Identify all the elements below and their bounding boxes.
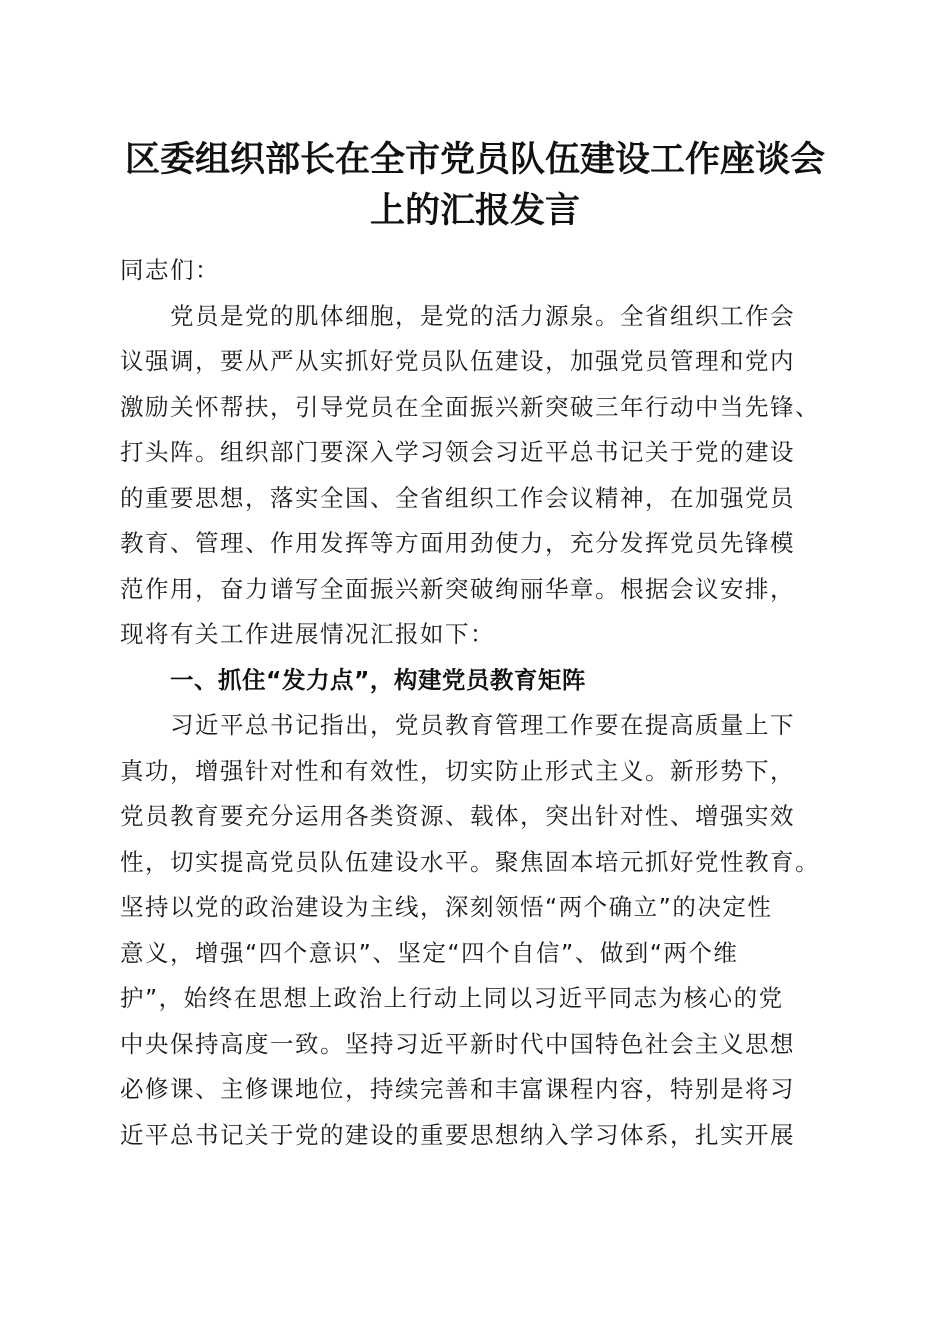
paragraph-line: 性，切实提高党员队伍建设水平。聚焦固本培元抓好党性教育。 (120, 847, 820, 876)
paragraph-line: 范作用，奋力谱写全面振兴新突破绚丽华章。根据会议安排， (120, 574, 795, 603)
paragraph-line: 激励关怀帮扶，引导党员在全面振兴新突破三年行动中当先锋、 (120, 392, 820, 421)
paragraph-line: 党员是党的肌体细胞，是党的活力源泉。全省组织工作会 (170, 301, 795, 330)
paragraph-line: 护”，始终在思想上政治上行动上同以习近平同志为核心的党 (120, 984, 784, 1012)
paragraph-line: 教育、管理、作用发挥等方面用劲使力，充分发挥党员先锋模 (120, 529, 795, 557)
paragraph-line: 真功，增强针对性和有效性，切实防止形式主义。新形势下， (120, 756, 795, 785)
paragraph-1 (120, 294, 840, 658)
section-heading-1: 一、抓住“发力点”，构建党员教育矩阵 (170, 665, 586, 694)
paragraph-line: 近平总书记关于党的建设的重要思想纳入学习体系，扎实开展 (120, 1120, 795, 1149)
salutation: 同志们： (120, 256, 220, 284)
paragraph-line: 意义，增强“四个意识”、坚定“四个自信”、做到“两个维 (120, 938, 739, 967)
paragraph-line: 的重要思想，落实全国、全省组织工作会议精神，在加强党员 (120, 483, 795, 512)
paragraph-line: 习近平总书记指出，党员教育管理工作要在提高质量上下 (170, 711, 795, 739)
paragraph-line: 必修课、主修课地位，持续完善和丰富课程内容，特别是将习 (120, 1075, 795, 1103)
document-body (120, 248, 840, 1158)
paragraph-line: 打头阵。组织部门要深入学习领会习近平总书记关于党的建设 (120, 438, 795, 466)
paragraph-line: 坚持以党的政治建设为主线，深刻领悟“两个确立”的决定性 (120, 893, 773, 921)
document-title (100, 134, 850, 236)
paragraph-2 (120, 703, 840, 1158)
paragraph-line: 议强调，要从严从实抓好党员队伍建设，加强党员管理和党内 (120, 347, 795, 375)
paragraph-line: 党员教育要充分运用各类资源、载体，突出针对性、增强实效 (120, 802, 795, 830)
title-line-1: 区委组织部长在全市党员队伍建设工作座谈会 (124, 139, 825, 180)
paragraph-line: 现将有关工作进展情况汇报如下： (120, 620, 495, 648)
title-line-2: 上的汇报发言 (369, 190, 580, 231)
paragraph-line: 中央保持高度一致。坚持习近平新时代中国特色社会主义思想 (120, 1029, 795, 1058)
